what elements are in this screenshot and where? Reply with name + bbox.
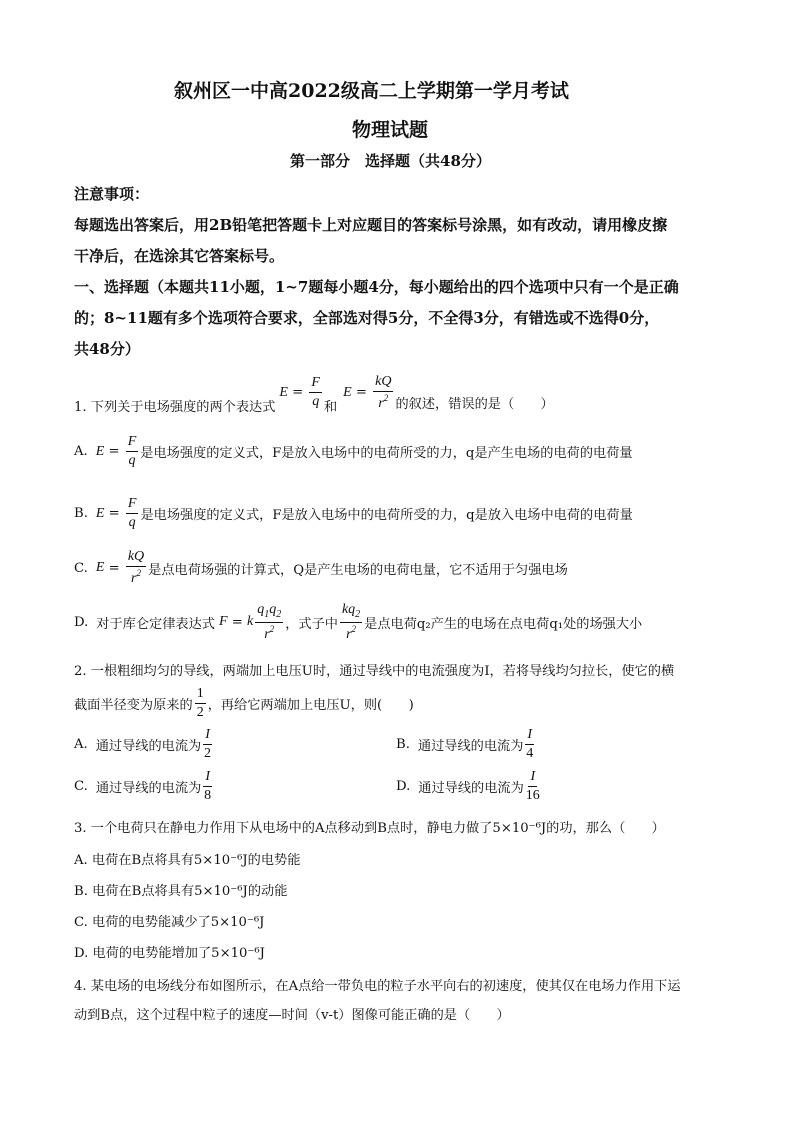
q2-line-2b: ，再给它两端加上电压U，则( ) <box>207 698 414 713</box>
q3-option-a: A. 电荷在B点将具有5×10⁻⁶J的电势能 <box>74 853 301 868</box>
q2-option-a: A. 通过导线的电流为 $\frac{I}{2}$ <box>74 727 212 761</box>
q2-option-c-text: 通过导线的电流为 <box>95 781 202 796</box>
q1-formula-e-f-q: E = $\frac{F}{q}$ <box>279 375 320 409</box>
q1-option-b: B. E = $\frac{F}{q}$ 是电场强度的定义式，F是放入电场中的电荷所受的力，q是放入电场中电荷的电荷量 <box>74 496 633 530</box>
q1-option-c-label: C. <box>74 560 88 576</box>
q1-option-d-pre: 对于库仑定律表达式 <box>96 616 215 632</box>
q2-line-2a: 截面半径变为原来的 <box>74 698 193 713</box>
q2-option-d-label: D. <box>396 779 411 794</box>
q2-fraction-half: $\frac{1}{2}$ <box>196 686 204 720</box>
q2-option-c-label: C. <box>74 779 88 794</box>
q2-option-a-label: A. <box>74 737 88 752</box>
q2-option-b-text: 通过导线的电流为 <box>417 739 524 754</box>
q2-option-d-text: 通过导线的电流为 <box>418 781 524 796</box>
q2-option-b-label: B. <box>396 737 410 752</box>
section1-line-1: 一、选择题（本题共11小题，1~7题每小题4分，每小题给出的四个选项中只有一个是正确 <box>74 278 679 296</box>
q1-stem-part-b: 的叙述，错误的是（ ） <box>395 397 554 412</box>
q1-option-c-text: 是点电荷场强的计算式，Q是产生电场的电荷电量，它不适用于匀强电场 <box>148 562 568 578</box>
q1-option-d-mid: ，式子中 <box>285 616 338 632</box>
q2-option-d: D. 通过导线的电流为 $\frac{I}{16}$ <box>396 769 540 803</box>
section1-line-3: 共48分） <box>74 340 140 358</box>
q1-option-d-label: D. <box>74 614 89 630</box>
q1-option-b-text: 是电场强度的定义式，F是放入电场中的电荷所受的力，q是放入电场中电荷的电荷量 <box>140 508 633 523</box>
q3-stem: 3. 一个电荷只在静电力作用下从电场中的A点移动到B点时，静电力做了5×10⁻⁶J的功，那么（ ） <box>74 821 665 836</box>
q1-stem <box>74 370 554 415</box>
q4-line-2: 动到B点，这个过程中粒子的速度—时间（v-t）图像可能正确的是（ ） <box>74 1008 510 1023</box>
q3-option-b: B. 电荷在B点将具有5×10⁻⁶J的动能 <box>74 884 288 899</box>
notice-heading: 注意事项： <box>74 185 150 203</box>
subject-title: 物理试题 <box>352 119 429 141</box>
section1-line-2: 的；8~11题有多个选项符合要求，全部选对得5分，不全得3分，有错选或不选得0分， <box>74 309 660 327</box>
q3-option-d: D. 电荷的电势能增加了5×10⁻⁶J <box>74 946 265 961</box>
part-heading: 第一部分 选择题（共48分） <box>290 152 491 170</box>
q1-formula-e-kq-r2: E = $\frac{kQ}{r^2}$ <box>343 373 392 411</box>
q2-line-2 <box>74 687 414 720</box>
q1-option-a-text: 是电场强度的定义式，F是放入电场中的电荷所受的力，q是产生电场的电荷的电荷量 <box>140 446 633 461</box>
q1-stem-and: 和 <box>323 400 338 415</box>
q1-option-c: C. E = $\frac{kQ}{r^2}$ 是点电荷场强的计算式，Q是产生电场的电荷电量，它不适用于匀强电场 <box>74 549 568 586</box>
notice-line-1: 每题选出答案后，用2B铅笔把答题卡上对应题目的答案标号涂黑，如有改动，请用橡皮擦 <box>74 216 668 234</box>
q3-option-c: C. 电荷的电势能减少了5×10⁻⁶J <box>74 915 265 930</box>
exam-title: 叙州区一中高2022级高二上学期第一学月考试 <box>174 80 569 102</box>
q2-line-1: 2. 一根粗细均匀的导线，两端加上电压U时，通过导线中的电流强度为I，若将导线均匀拉长，使它的横 <box>74 664 675 679</box>
q2-option-b: B. 通过导线的电流为 $\frac{I}{4}$ <box>396 727 534 761</box>
q2-option-c: C. 通过导线的电流为 $\frac{I}{8}$ <box>74 769 212 803</box>
notice-line-2: 干净后，在选涂其它答案标号。 <box>74 247 285 265</box>
q1-option-a-label: A. <box>74 444 88 459</box>
q1-option-d-post: 是点电荷q₂产生的电场在点电荷q₁处的场强大小 <box>364 616 643 632</box>
q1-option-a: A. E = $\frac{F}{q}$ 是电场强度的定义式，F是放入电场中的电荷所受的力，q是产生电场的电荷的电荷量 <box>74 434 633 468</box>
q1-option-d: D. 对于库仑定律表达式 F = k $\frac{q_1q_2}{r^2}$ ，式子中 $\frac{kq_2}{r^2}$ 是点电荷q₂产生的电场在点电荷q₁处的场强大小 <box>74 602 643 642</box>
q1-option-b-label: B. <box>74 506 88 521</box>
q2-option-a-text: 通过导线的电流为 <box>95 739 202 754</box>
q1-stem-part-a: 1. 下列关于电场强度的两个表达式 <box>74 400 276 415</box>
q4-line-1: 4. 某电场的电场线分布如图所示，在A点给一带负电的粒子水平向右的初速度，使其仅在电场力作用下运 <box>74 979 681 994</box>
